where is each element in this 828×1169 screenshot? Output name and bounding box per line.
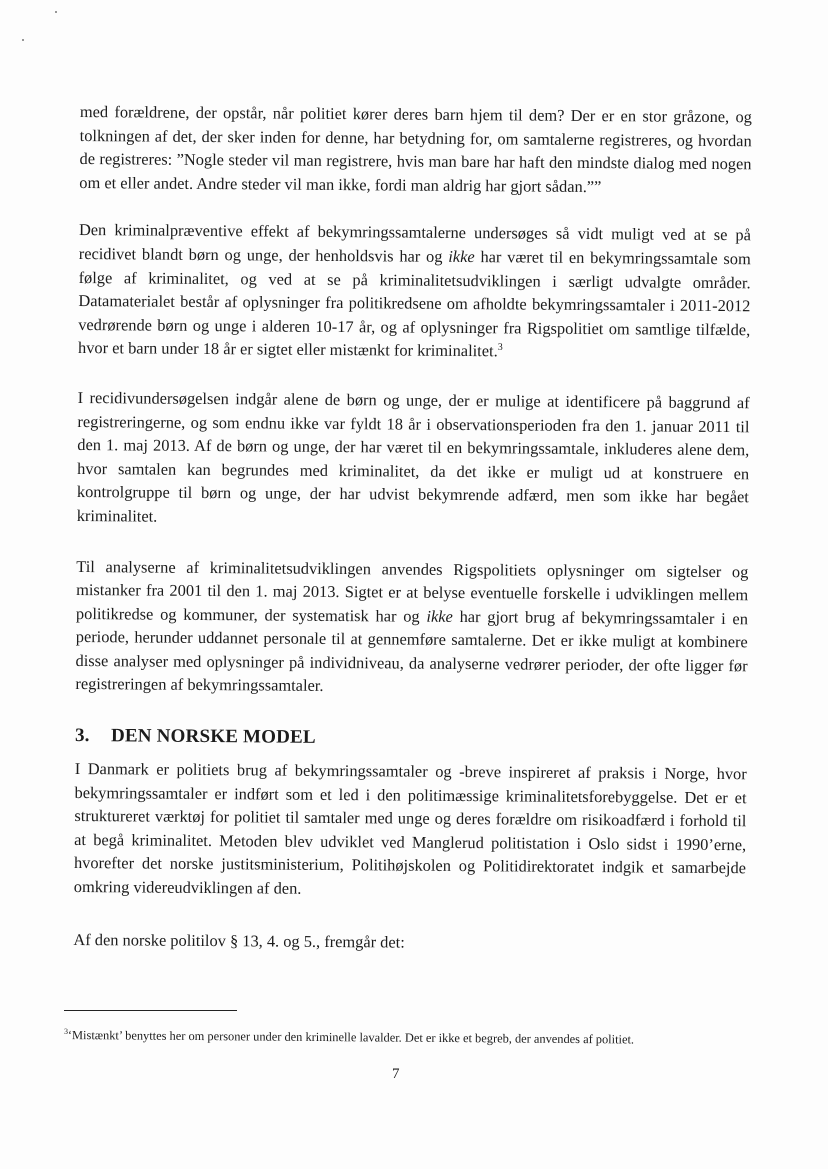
body-text	[73, 100, 752, 956]
section-heading	[75, 725, 747, 752]
section-title: DEN NORSKE MODEL	[110, 725, 316, 748]
paragraph-4	[75, 554, 748, 701]
footnote-text: ‘Mistænkt’ benyttes her om personer under den kriminelle lavalder. Det er ikke et begreb, der anvendes af politiet.	[67, 1028, 635, 1047]
footnote-marker: 3	[63, 1026, 69, 1036]
paragraph-2	[78, 218, 751, 365]
paragraph-4-emphasis: ikke	[426, 606, 453, 626]
footnote-separator	[64, 1010, 237, 1011]
paragraph-3: I recidivundersøgelsen indgår alene de børn og unge, der er mulige at identificere på baggrund af registreringerne, og som endnu ikke var fyldt 18 år i observationsperioden fra den 1. januar 2011 til den 1. maj 2013. Af de børn og unge, der har været til en bekymringssamtale, inkluderes alene dem, hvor samtalen kan begrundes med kriminalitet, da det ikke er muligt ud at konstruere en kontrolgruppe til børn og unge, der har udvist bekymrende adfærd, men som ikke har begået kriminalitet.	[76, 387, 750, 526]
scan-speck	[22, 39, 24, 41]
paragraph-2-text-b: har været til en bekymringssamtale som følge af kriminalitet, og ved at se på kriminalitetsudviklingen i særligt udvalgte områder. Datamaterialet består af oplysninger fra politikredsene om afholdte bekymringssamtaler i 2011-2012 vedrørende børn og unge i alderen 10-17 år, og af oplysninger fra Rigspolitiet om samtlige tilfælde, hvor et barn under 18 år er sigtet eller mistænkt for kriminalitet.	[77, 247, 751, 361]
paragraph-6: Af den norske politilov § 13, 4. og 5., fremgår det:	[73, 929, 405, 952]
paragraph-1: med forældrene, der opstår, når politiet kører deres barn hjem til dem? Der er en stor gråzone, og tolkningen af det, der sker inden for denne, har betydning for, om samtalerne registreres, og hvordan de registreres: ”Nogle steder vil man registrere, hvis man bare har haft den mindste dialog med nogen om et eller andet. Andre steder vil man ikke, fordi man aldrig har gjort sådan.””	[79, 101, 752, 196]
paragraph-4-text-b: har gjort brug af bekymringssamtaler i en periode, herunder uddannet personale til at gennemføre samtalerne. Det er ikke muligt at kombinere disse analyser med oplysninger på individniveau, da analyserne vedrører perioder, der ofte ligger før registreringen af bekymringssamtaler.	[75, 606, 749, 696]
paragraph-2-text-a: Den kriminalpræventive effekt af bekymringssamtalerne undersøges så vidt muligt ved at se på recidivet blandt børn og unge, der henholdsvis har og	[78, 220, 752, 266]
footnote-reference: 3	[497, 342, 503, 354]
scan-speck	[55, 11, 57, 13]
paragraph-4-text-a: Til analyserne af kriminalitetsudviklingen anvendes Rigspolitiets oplysninger om sigtelser og mistanker fra 2001 til den 1. maj 2013. Sigtet er at belyse eventuelle forskelle i udviklingen mellem politikredse og kommuner, der systematisk har og	[75, 556, 749, 626]
section-number: 3.	[74, 725, 90, 747]
paragraph-2-emphasis: ikke	[448, 246, 475, 267]
page-number: 7	[392, 1066, 400, 1082]
paragraph-5: I Danmark er politiets brug af bekymringssamtaler og -breve inspireret af praksis i Norge, hvor bekymringssamtaler er indført som et led i den politimæssige kriminalitetsforebyggelse. Det er et struktureret værktøj for politiet til samtaler med unge og deres forældre om risikoadfærd i forhold til at begå kriminalitet. Metoden blev udviklet ved Manglerud politistation i Oslo sidst i 1990’erne, hvorefter det norske justitsministerium, Politihøjskolen og Politidirektoratet indgik et samarbejde omkring videreudviklingen af den.	[73, 759, 747, 898]
footnote	[64, 1027, 744, 1048]
